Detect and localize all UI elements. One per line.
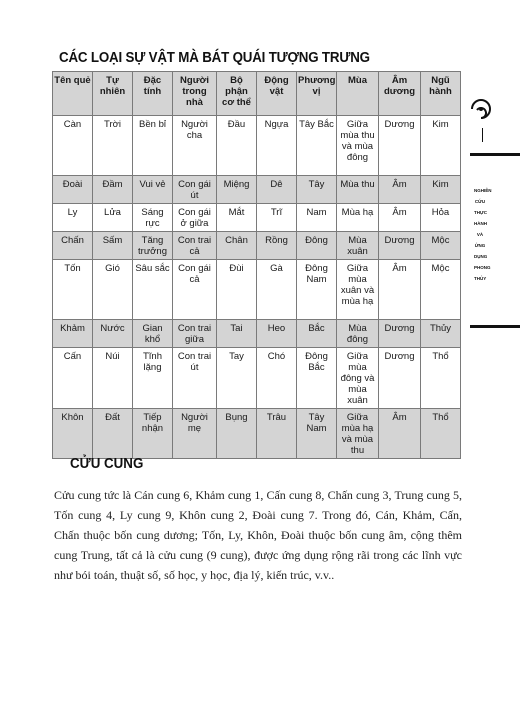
table-cell: Gà bbox=[257, 260, 297, 320]
table-cell: Con gái ở giữa bbox=[173, 204, 217, 232]
header-cell: Tự nhiên bbox=[93, 72, 133, 116]
table-cell: Âm bbox=[379, 409, 421, 459]
table-row bbox=[53, 232, 461, 260]
header-cell: Ngũ hành bbox=[421, 72, 461, 116]
table-cell: Sấm bbox=[93, 232, 133, 260]
table-cell: Mộc bbox=[421, 232, 461, 260]
bat-quai-table bbox=[52, 71, 461, 459]
table-row bbox=[53, 409, 461, 459]
side-rule-bottom bbox=[470, 325, 520, 328]
table-cell: Thổ bbox=[421, 409, 461, 459]
table-cell: Tĩnh lặng bbox=[133, 348, 173, 409]
table-cell: Nam bbox=[297, 204, 337, 232]
table-cell: Giữa mùa đông và mùa xuân bbox=[337, 348, 379, 409]
table-cell: Tay bbox=[217, 348, 257, 409]
section-heading: CỬU CUNG bbox=[70, 456, 144, 472]
table-cell: Dương bbox=[379, 232, 421, 260]
table-cell: Gian khổ bbox=[133, 320, 173, 348]
table-cell: Đầu bbox=[217, 116, 257, 176]
table-cell: Đông bbox=[297, 232, 337, 260]
table-row bbox=[53, 176, 461, 204]
table-cell: Người cha bbox=[173, 116, 217, 176]
table-cell: Cấn bbox=[53, 348, 93, 409]
table-cell: Đùi bbox=[217, 260, 257, 320]
table-cell: Kim bbox=[421, 176, 461, 204]
table-cell: Mùa xuân bbox=[337, 232, 379, 260]
table-cell: Sáng rực bbox=[133, 204, 173, 232]
header-cell: Bộ phận cơ thể bbox=[217, 72, 257, 116]
table-cell: Dương bbox=[379, 116, 421, 176]
table-cell: Dương bbox=[379, 320, 421, 348]
table-cell: Âm bbox=[379, 204, 421, 232]
table-cell: Ngựa bbox=[257, 116, 297, 176]
table-cell: Mắt bbox=[217, 204, 257, 232]
table-row bbox=[53, 204, 461, 232]
table-cell: Kim bbox=[421, 116, 461, 176]
table-cell: Chó bbox=[257, 348, 297, 409]
table-cell: Thổ bbox=[421, 348, 461, 409]
table-cell: Trĩ bbox=[257, 204, 297, 232]
table-cell: Đất bbox=[93, 409, 133, 459]
table-cell: Heo bbox=[257, 320, 297, 348]
table-cell: Ly bbox=[53, 204, 93, 232]
table-cell: Đông Bắc bbox=[297, 348, 337, 409]
table-cell: Lửa bbox=[93, 204, 133, 232]
table-cell: Con trai út bbox=[173, 348, 217, 409]
table-cell: Đoài bbox=[53, 176, 93, 204]
table-cell: Giữa mùa xuân và mùa hạ bbox=[337, 260, 379, 320]
table-cell: Bắc bbox=[297, 320, 337, 348]
table-cell: Đầm bbox=[93, 176, 133, 204]
table-cell: Đông Nam bbox=[297, 260, 337, 320]
table-cell: Mùa thu bbox=[337, 176, 379, 204]
table-cell: Tốn bbox=[53, 260, 93, 320]
table-cell: Giữa mùa thu và mùa đông bbox=[337, 116, 379, 176]
table-cell: Con trai giữa bbox=[173, 320, 217, 348]
table-cell: Tai bbox=[217, 320, 257, 348]
table-cell: Con gái cả bbox=[173, 260, 217, 320]
table-cell: Tăng trưởng bbox=[133, 232, 173, 260]
table-row bbox=[53, 116, 461, 176]
header-cell: Mùa bbox=[337, 72, 379, 116]
table-cell: Bền bỉ bbox=[133, 116, 173, 176]
table-cell: Trâu bbox=[257, 409, 297, 459]
table-row bbox=[53, 320, 461, 348]
header-cell: Tên quẻ bbox=[53, 72, 93, 116]
table-cell: Tây bbox=[297, 176, 337, 204]
table-cell: Bụng bbox=[217, 409, 257, 459]
table-cell: Vui vẻ bbox=[133, 176, 173, 204]
table-cell: Con gái út bbox=[173, 176, 217, 204]
page-title: CÁC LOẠI SỰ VẬT MÀ BÁT QUÁI TƯỢNG TRƯNG bbox=[59, 50, 370, 66]
table-cell: Nước bbox=[93, 320, 133, 348]
table-cell: Rồng bbox=[257, 232, 297, 260]
table-cell: Âm bbox=[379, 176, 421, 204]
table-cell: Chấn bbox=[53, 232, 93, 260]
table-cell: Trời bbox=[93, 116, 133, 176]
table-cell: Càn bbox=[53, 116, 93, 176]
table-cell: Khảm bbox=[53, 320, 93, 348]
side-divider bbox=[482, 128, 483, 142]
table-cell: Gió bbox=[93, 260, 133, 320]
header-cell: Người trong nhà bbox=[173, 72, 217, 116]
table-cell: Dương bbox=[379, 348, 421, 409]
table-cell: Tiếp nhận bbox=[133, 409, 173, 459]
table-cell: Thủy bbox=[421, 320, 461, 348]
table-cell: Giữa mùa hạ và mùa thu bbox=[337, 409, 379, 459]
header-cell: Âm dương bbox=[379, 72, 421, 116]
table-cell: Chân bbox=[217, 232, 257, 260]
table-cell: Khôn bbox=[53, 409, 93, 459]
swirl-emblem-icon bbox=[469, 97, 493, 121]
table-cell: Mùa đông bbox=[337, 320, 379, 348]
table-cell: Tây Nam bbox=[297, 409, 337, 459]
table-cell: Dê bbox=[257, 176, 297, 204]
body-paragraph: Cửu cung tức là Cán cung 6, Khảm cung 1, Cấn cung 8, Chấn cung 3, Trung cung 5, Tốn cung 4, Ly cung 9, Khôn cung 2, Đoài cung 7. Trong đó, Cán, Khảm, Cấn, Chấn thuộc bốn cung dương; Tốn, Ly, Khôn, Đoài thuộc bốn cung âm, cộng thêm cung Trung, tất cả là cửu cung (9 cung), được ứng dụng rộng rãi trong các lĩnh vực như bói toán, thuật số, số học, y học, địa lý, kiến trúc, v.v.. bbox=[54, 488, 462, 582]
table-cell: Sâu sắc bbox=[133, 260, 173, 320]
table-cell: Mùa hạ bbox=[337, 204, 379, 232]
table-cell: Người mẹ bbox=[173, 409, 217, 459]
side-rule-top bbox=[470, 153, 520, 156]
table-cell: Mộc bbox=[421, 260, 461, 320]
table-cell: Núi bbox=[93, 348, 133, 409]
header-cell: Phương vị bbox=[297, 72, 337, 116]
table-row bbox=[53, 348, 461, 409]
table-cell: Âm bbox=[379, 260, 421, 320]
table-cell: Hỏa bbox=[421, 204, 461, 232]
side-chapter-label: NGHIÊN CỨU THỰC HÀNH VÀ ỨNG DỤNG PHONG THỦY bbox=[474, 188, 492, 281]
header-cell: Động vật bbox=[257, 72, 297, 116]
table-header-row bbox=[53, 72, 461, 116]
table-row bbox=[53, 260, 461, 320]
header-cell: Đặc tính bbox=[133, 72, 173, 116]
table-cell: Con trai cả bbox=[173, 232, 217, 260]
table-cell: Miệng bbox=[217, 176, 257, 204]
table-cell: Tây Bắc bbox=[297, 116, 337, 176]
